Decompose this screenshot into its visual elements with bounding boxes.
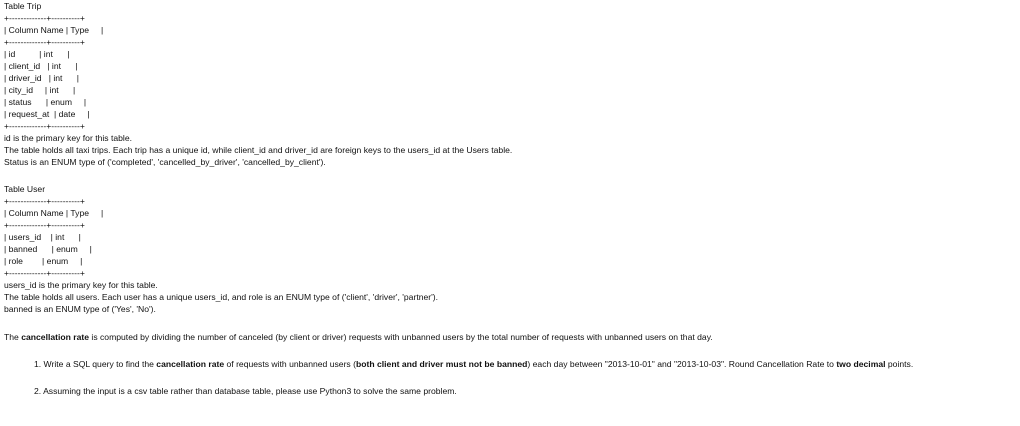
user-schema-header: | Column Name | Type | (4, 208, 104, 218)
trip-note: Status is an ENUM type of ('completed', 'cancelled_by_driver', 'cancelled_by_client'). (4, 157, 326, 167)
user-schema-border: +-------------+----------+ (4, 196, 85, 206)
trip-schema-border: +-------------+----------+ (4, 37, 85, 47)
question-1 (34, 359, 913, 370)
user-schema-border: +-------------+----------+ (4, 268, 85, 278)
trip-note: The table holds all taxi trips. Each trip has a unique id, while client_id and driver_id are foreign keys to the users_id at the Users table. (4, 145, 513, 155)
question-text: points. (885, 359, 914, 369)
cancellation-rate-definition (4, 332, 713, 343)
user-note: The table holds all users. Each user has a unique users_id, and role is an ENUM type of ('client', 'driver', 'partner'). (4, 292, 439, 302)
question-bold: cancellation rate (156, 359, 225, 369)
user-schema-row: | banned | enum | (4, 244, 92, 254)
user-note: banned is an ENUM type of ('Yes', 'No'). (4, 304, 156, 314)
user-schema-border: +-------------+----------+ (4, 220, 85, 230)
question-text: of requests with unbanned users ( (224, 359, 356, 369)
question-bold: both client and driver must not be banned (355, 359, 528, 369)
trip-schema-border: +-------------+----------+ (4, 121, 85, 131)
user-schema-row: | role | enum | (4, 256, 83, 266)
user-table-title: Table User (4, 184, 46, 194)
definition-text: The (4, 332, 22, 342)
trip-schema-row: | status | enum | (4, 97, 87, 107)
definition-bold-term: cancellation rate (21, 332, 90, 342)
trip-schema-row: | client_id | int | (4, 61, 78, 71)
user-schema-row: | users_id | int | (4, 232, 81, 242)
trip-schema-row: | request_at | date | (4, 109, 90, 119)
trip-schema-border: +-------------+----------+ (4, 13, 85, 23)
definition-text: is computed by dividing the number of canceled (by client or driver) requests with unbanned users by the total number of requests with unbanned users on that day. (89, 332, 713, 342)
question-2: 2. Assuming the input is a csv table rather than database table, please use Python3 to solve the same problem. (34, 386, 457, 396)
user-note: users_id is the primary key for this table. (4, 280, 158, 290)
trip-note: id is the primary key for this table. (4, 133, 132, 143)
trip-schema-row: | city_id | int | (4, 85, 76, 95)
trip-schema-header: | Column Name | Type | (4, 25, 104, 35)
question-text: 1. Write a SQL query to find the (34, 359, 157, 369)
question-text: ) each day between "2013-10-01" and "2013-10-03". Round Cancellation Rate to (527, 359, 837, 369)
trip-schema-row: | id | int | (4, 49, 70, 59)
question-bold: two decimal (836, 359, 886, 369)
trip-schema-row: | driver_id | int | (4, 73, 79, 83)
trip-table-title: Table Trip (4, 1, 42, 11)
